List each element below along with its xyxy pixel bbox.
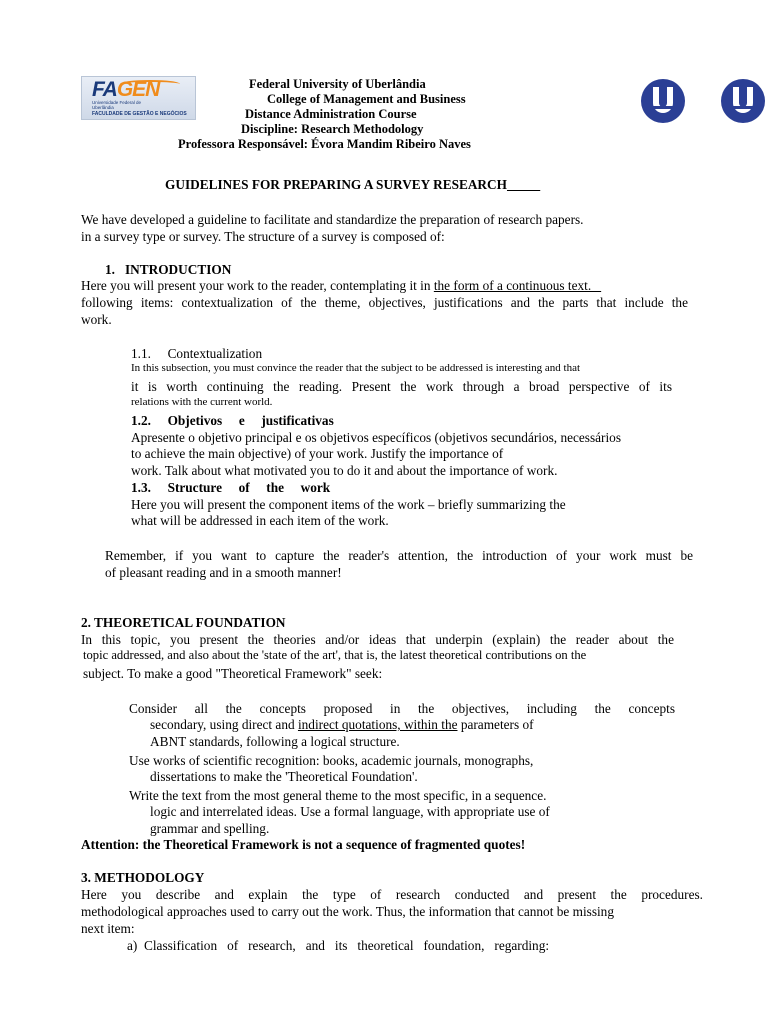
s3-line-1: Here you describe and explain the type of research conducted and present the procedures.: [81, 887, 703, 902]
header-discipline: Discipline: Research Methodology: [241, 122, 424, 136]
s12-heading: 1.2. Objetivos e justificativas: [131, 413, 334, 428]
s11-line-3: relations with the current world.: [131, 396, 273, 408]
s11-line-1: In this subsection, you must convince the reader that the subject to be addressed is interesting and that: [131, 362, 581, 374]
s11-line-2: it is worth continuing the reading. Present the work through a broad perspective of its: [131, 379, 672, 394]
bullet-3-line-2: logic and interrelated ideas. Use a formal language, with appropriate use of: [150, 804, 550, 819]
s1-line-3: work.: [81, 312, 112, 327]
bullet-3-line-1: Write the text from the most general theme to the most specific, in a sequence.: [129, 788, 547, 803]
bullet-1: [129, 700, 675, 717]
s2-line-3: subject. To make a good "Theoretical Framework" seek:: [83, 666, 383, 681]
s12-line-2: to achieve the main objective) of your work. Justify the importance of: [131, 446, 504, 461]
fagen-logo: [81, 76, 196, 120]
s12-line-3: work. Talk about what motivated you to do it and about the importance of work.: [131, 463, 558, 478]
bullet-2-line-2: dissertations to make the 'Theoretical Foundation'.: [150, 769, 418, 784]
s1-line-2: following items: contextualization of the theme, objectives, justifications and the parts that include the: [81, 295, 688, 310]
s2-line-2: topic addressed, and also about the 'state of the art', that is, the latest theoretical contributions on the: [83, 648, 587, 662]
bullet-1-line-3: ABNT standards, following a logical structure.: [150, 734, 400, 749]
s3-line-2: methodological approaches used to carry out the work. Thus, the information that cannot be missing: [81, 904, 614, 919]
section-2-heading: 2. THEORETICAL FOUNDATION: [81, 615, 286, 630]
s12-line-1: Apresente o objetivo principal e os objetivos específicos (objetivos secundários, necessários: [131, 430, 622, 445]
header-professor: Professora Responsável: Évora Mandim Ribeiro Naves: [178, 137, 471, 151]
section-1-heading: 1. INTRODUCTION: [105, 262, 232, 277]
document-title: GUIDELINES FOR PREPARING A SURVEY RESEARCH: [165, 177, 507, 192]
bullet-3-line-3: grammar and spelling.: [150, 821, 270, 836]
intro-line-1: We have developed a guideline to facilitate and standardize the preparation of research papers.: [81, 212, 584, 227]
ufu-logo-icon: [640, 78, 686, 124]
section-3-heading: 3. METHODOLOGY: [81, 870, 205, 885]
s3-item-a: a) Classification of research, and its theoretical foundation, regarding:: [127, 938, 550, 953]
bullet-1-line-1: Consider all the concepts proposed in the objectives, including the concepts: [129, 701, 675, 716]
s3-line-3: next item:: [81, 921, 135, 936]
s13-line-1: Here you will present the component items of the work – briefly summarizing the: [131, 497, 566, 512]
intro-line-2: in a survey type or survey. The structure of a survey is composed of:: [81, 229, 445, 244]
bullet-1-line-2: secondary, using direct and indirect quotations, within the parameters of: [150, 717, 534, 732]
remember-line-1: Remember, if you want to capture the reader's attention, the introduction of your work must be: [105, 548, 693, 563]
header-university: Federal University of Uberlândia: [249, 77, 426, 91]
s1-line-1: Here you will present your work to the reader, contemplating it in the form of a continuous text.: [81, 278, 602, 293]
bullet-2-line-1: Use works of scientific recognition: books, academic journals, monographs,: [129, 753, 534, 768]
s2-line-1: In this topic, you present the theories and/or ideas that underpin (explain) the reader about the: [81, 632, 674, 647]
ufu-logo-icon-2: [720, 78, 766, 124]
header-college: College of Management and Business: [267, 92, 466, 106]
logo-brand: FAGEN: [92, 78, 160, 101]
remember-line-2: of pleasant reading and in a smooth manner!: [105, 565, 342, 580]
s11-heading: 1.1. Contextualization: [131, 346, 263, 361]
attention-note: Attention: the Theoretical Framework is not a sequence of fragmented quotes!: [81, 837, 526, 852]
logo-small-text: Universidade Federal de Uberlândia: [92, 100, 142, 110]
s13-line-2: what will be addressed in each item of the work.: [131, 513, 389, 528]
s13-heading: 1.3. Structure of the work: [131, 480, 331, 495]
logo-faculty-text: FACULDADE DE GESTÃO E NEGÓCIOS: [92, 111, 187, 117]
header-course: Distance Administration Course: [245, 107, 417, 121]
